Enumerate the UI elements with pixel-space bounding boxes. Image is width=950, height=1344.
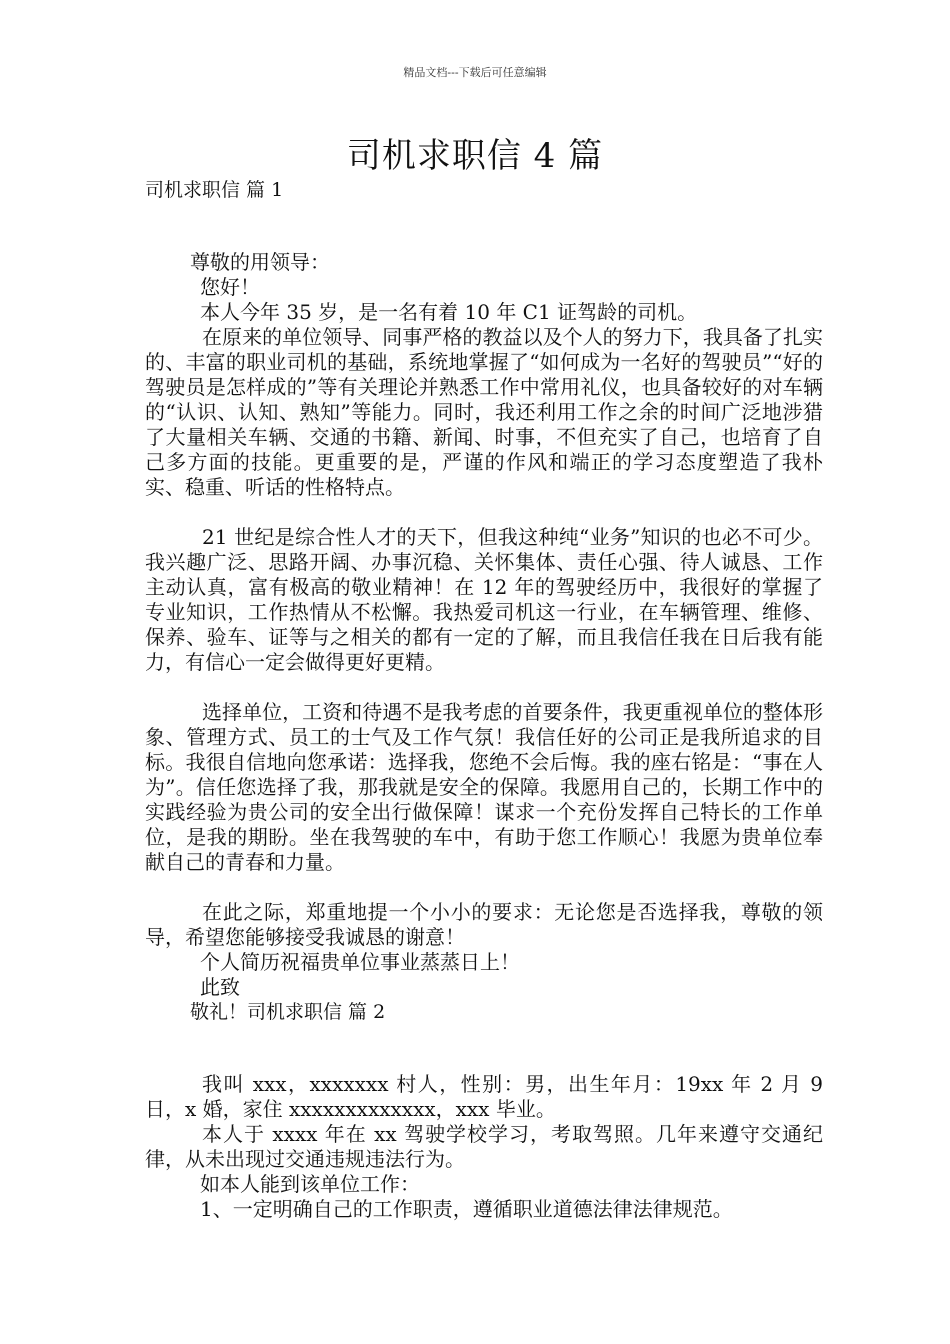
cizhi-line: 此致: [200, 975, 240, 999]
section-heading-2: 敬礼！司机求职信 篇 2: [190, 1001, 386, 1023]
paragraph-request: 在此之际，郑重地提一个小小的要求：无论您是否选择我，尊敬的领导，希望您能够接受我诚恳的谢意！: [145, 900, 823, 949]
blessing-line: 个人简历祝福贵单位事业蒸蒸日上！: [200, 950, 520, 974]
document-title: 司机求职信 4 篇: [346, 136, 604, 176]
hello-line: 您好！: [200, 275, 260, 299]
item-1: 1、一定明确自己的工作职责，遵循职业道德法律法律规范。: [200, 1197, 733, 1221]
paragraph-driving: 本人于 xxxx 年在 xx 驾驶学校学习，考取驾照。几年来遵守交通纪律，从未出现过交通违规违法行为。: [145, 1122, 823, 1171]
paragraph-personal-info: 我叫 xxx，xxxxxxx 村人，性别：男，出生年月：19xx 年 2 月 9 日，x 婚，家住 xxxxxxxxxxxxx，xxx 毕业。: [145, 1072, 823, 1121]
paragraph-skills: 21 世纪是综合性人才的天下，但我这种纯“业务”知识的也必不可少。我兴趣广泛、思路开阔、办事沉稳、关怀集体、责任心强、待人诚恳、工作主动认真，富有极高的敬业精神！在 12 年的驾驶经历中，我很好的掌握了专业知识，工作热情从不松懈。我热爱司机这一行业，在车辆管理、维修、保养、验车、证等与之相关的都有一定的了解，而且我信任我在日后我有能力，有信心一定会做得更好更精。: [145, 525, 823, 674]
section-heading-1: 司机求职信 篇 1: [145, 179, 284, 201]
header-note: 精品文档---下载后可任意编辑: [403, 66, 547, 79]
paragraph-experience: 在原来的单位领导、同事严格的教益以及个人的努力下，我具备了扎实的、丰富的职业司机的基础，系统地掌握了“如何成为一名好的驾驶员”“好的驾驶员是怎样成的”等有关理论并熟悉工作中常用礼仪，也具备较好的对车辆的“认识、认知、熟知”等能力。同时，我还利用工作之余的时间广泛地涉猎了大量相关车辆、交通的书籍、新闻、时事，不但充实了自己，也培育了自己多方面的技能。更重要的是，严谨的作风和端正的学习态度塑造了我朴实、稳重、听话的性格特点。: [145, 325, 823, 499]
if-hired-line: 如本人能到该单位工作：: [200, 1172, 420, 1196]
greeting: 尊敬的用领导：: [190, 250, 330, 274]
intro-line: 本人今年 35 岁，是一名有着 10 年 C1 证驾龄的司机。: [200, 300, 698, 324]
paragraph-choice: 选择单位，工资和待遇不是我考虑的首要条件，我更重视单位的整体形象、管理方式、员工的士气及工作气氛！我信任好的公司正是我所追求的目标。我很自信地向您承诺：选择我，您绝不会后悔。我的座右铭是：“事在人为”。信任您选择了我，那我就是安全的保障。我愿用自己的，长期工作中的实践经验为贵公司的安全出行做保障！谋求一个充份发挥自己特长的工作单位，是我的期盼。坐在我驾驶的车中，有助于您工作顺心！我愿为贵单位奉献自己的青春和力量。: [145, 700, 823, 874]
